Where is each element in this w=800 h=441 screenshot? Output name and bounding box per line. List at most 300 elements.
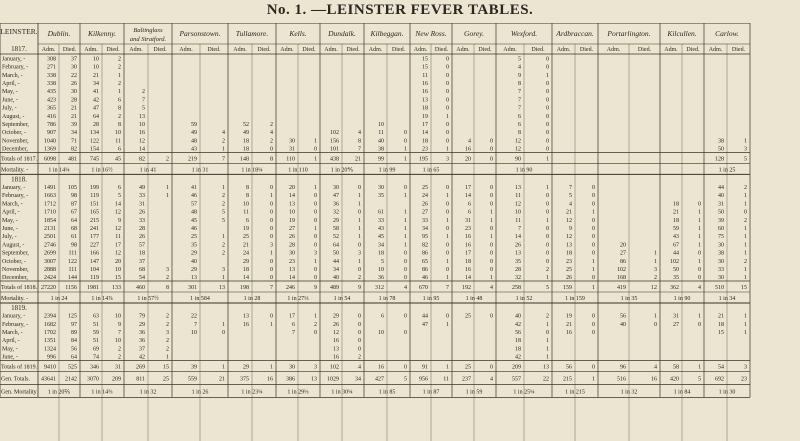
adm-value: 2424	[44, 275, 56, 282]
totals-label: Totals of 1818.	[1, 285, 38, 291]
adm-value: 13	[289, 201, 295, 208]
column-header-wexford: Wexford.	[510, 29, 538, 38]
adm-value: 36	[139, 338, 145, 345]
adm-value: 13	[333, 346, 339, 353]
adm-value: 11	[422, 72, 428, 79]
total-died: 0	[404, 364, 407, 371]
adm-value: 86	[422, 250, 428, 257]
adm-value: 25	[566, 267, 572, 273]
adm-value: 57	[139, 242, 145, 249]
gen-total-died: 4	[490, 376, 493, 383]
died-value: 1	[314, 258, 317, 265]
total-died: 45	[115, 156, 121, 163]
died-value: 0	[490, 193, 493, 200]
adm-value: 41	[191, 185, 197, 191]
died-value: 0	[592, 193, 595, 200]
adm-value: 365	[47, 105, 56, 112]
died-value: 1	[358, 201, 361, 208]
adm-value: 18	[422, 105, 428, 112]
died-value: 3	[166, 267, 169, 273]
adm-value: 4	[468, 138, 471, 145]
died-value: 0	[270, 267, 273, 273]
total-adm: 195	[419, 156, 428, 163]
died-value: 12	[115, 250, 121, 257]
subheader-died: Died.	[391, 47, 406, 53]
died-value: 0	[546, 146, 549, 153]
died-value: 39	[71, 122, 77, 128]
adm-value: 67	[673, 242, 679, 249]
mortality-value: 1 in 95	[422, 296, 440, 302]
adm-value: 56	[515, 330, 521, 336]
died-value: 1	[404, 217, 407, 224]
adm-value: 12	[515, 146, 521, 153]
died-value: 30	[71, 89, 77, 96]
adm-value: 34	[93, 81, 99, 87]
died-value: 1	[118, 89, 121, 96]
total-adm: 246	[286, 285, 295, 291]
adm-value: 46	[191, 226, 197, 232]
died-value: 9	[118, 321, 121, 328]
year-label-1817: 1817.	[11, 45, 27, 53]
died-value: 0	[592, 242, 595, 249]
adm-value: 11	[378, 130, 384, 137]
month-label: June, -	[2, 226, 18, 232]
died-value: 84	[71, 338, 77, 345]
died-value: 0	[358, 313, 361, 320]
adm-value: 12	[515, 138, 521, 145]
adm-value: 18	[243, 267, 249, 273]
died-value: 8	[118, 105, 121, 112]
died-value: 0	[314, 234, 317, 241]
adm-value: 27	[289, 226, 295, 232]
died-value: 0	[546, 250, 549, 257]
died-value: 1	[222, 234, 225, 241]
died-value: 0	[546, 81, 549, 87]
died-value: 0	[592, 201, 595, 208]
adm-value: 25	[422, 185, 428, 191]
died-value: 2	[118, 64, 121, 71]
died-value: 0	[314, 146, 317, 153]
mortality-value: 1 in 18¼	[241, 167, 263, 174]
month-label: May, -	[2, 89, 18, 96]
died-value: 0	[314, 209, 317, 216]
total-adm: 258	[512, 285, 521, 291]
adm-value: 119	[90, 275, 99, 282]
died-value: 1	[546, 321, 549, 328]
died-value: 64	[71, 354, 77, 361]
total-died: 4	[358, 364, 361, 371]
adm-value: 43	[673, 234, 679, 241]
adm-value: 82	[422, 242, 428, 249]
died-value: 0	[698, 321, 701, 328]
subheader-died: Died.	[478, 47, 492, 53]
adm-value: 34	[378, 242, 384, 249]
died-value: 1	[546, 185, 549, 191]
adm-value: 26	[515, 242, 521, 249]
died-value: 1	[698, 313, 701, 320]
adm-value: 29	[191, 250, 197, 257]
total-died: 5	[744, 156, 747, 163]
died-value: 1	[314, 226, 317, 232]
adm-value: 13	[422, 97, 428, 104]
gen-total-adm: 420	[670, 376, 679, 383]
adm-value: 10	[378, 122, 384, 128]
column-header-kilbeggan: Kilbeggan.	[370, 29, 404, 38]
adm-value: 60	[718, 226, 724, 232]
total-adm: 745	[90, 156, 99, 163]
died-value: 0	[546, 138, 549, 145]
gen-total-died: 11	[443, 376, 449, 383]
adm-value: 19	[422, 113, 428, 120]
total-died: 1	[314, 156, 317, 163]
adm-value: 7	[518, 105, 521, 112]
total-died: 4	[698, 285, 701, 291]
adm-value: 50	[673, 267, 679, 273]
mortality-value: 1 in 110	[288, 167, 308, 174]
adm-value: 7	[194, 321, 197, 328]
adm-value: 12	[139, 138, 145, 145]
died-value: 1	[546, 338, 549, 345]
died-value: 1	[490, 234, 493, 241]
died-value: 0	[446, 185, 449, 191]
column-header-portarlington: Portarlington.	[607, 29, 651, 38]
died-value: 12	[115, 226, 121, 232]
died-value: 125	[68, 313, 77, 320]
died-value: 0	[270, 226, 273, 232]
died-value: 22	[71, 72, 77, 79]
month-label: April, -	[2, 81, 20, 87]
adm-value: 40	[333, 275, 339, 282]
died-value: 0	[404, 313, 407, 320]
gen-total-died: 22	[543, 376, 549, 383]
total-adm: 419	[617, 285, 626, 291]
died-value: 0	[654, 321, 657, 328]
gen-total-adm: 237	[462, 376, 471, 383]
adm-value: 38	[378, 146, 384, 153]
subheader-died: Died.	[579, 47, 594, 53]
adm-value: 10	[289, 209, 295, 216]
adm-value: 1663	[44, 193, 56, 200]
mortality-value: 1 in 31	[191, 167, 209, 174]
died-value: 1	[744, 267, 747, 273]
total-died: 15	[163, 364, 169, 371]
adm-value: 147	[90, 258, 99, 265]
adm-value: 12	[515, 201, 521, 208]
mortality-value: 1 in 27⅓	[287, 296, 309, 302]
died-value: 2	[358, 275, 361, 282]
month-label: August, -	[2, 242, 25, 249]
died-value: 6	[118, 146, 121, 153]
died-value: 1	[404, 193, 407, 200]
adm-value: 13	[243, 313, 249, 320]
column-header-parsonstown: Parsonstown.	[179, 29, 221, 38]
died-value: 1	[546, 346, 549, 353]
adm-value: 49	[139, 185, 145, 191]
adm-value: 48	[191, 209, 197, 216]
total-adm: 128	[715, 156, 724, 163]
total-adm: 6098	[44, 156, 56, 163]
gen-totals-label: Gen. Totals.	[1, 376, 30, 383]
subheader-died: Died.	[106, 47, 120, 53]
died-value: 2	[222, 201, 225, 208]
mortality-label: Mortality. -	[1, 167, 29, 174]
died-value: 0	[490, 138, 493, 145]
died-value: 0	[592, 330, 595, 336]
table-number: No. 1.	[266, 2, 307, 18]
month-label: October, -	[2, 258, 27, 265]
subheader-died: Died.	[346, 47, 360, 53]
died-value: 0	[490, 258, 493, 265]
died-value: 0	[358, 338, 361, 345]
adm-value: 11	[243, 209, 249, 216]
died-value: 0	[270, 313, 273, 320]
adm-value: 6	[381, 313, 384, 320]
died-value: 0	[404, 130, 407, 137]
adm-value: 16	[333, 338, 339, 345]
month-label: July, -	[2, 105, 17, 112]
died-value: 0	[446, 267, 449, 273]
died-value: 1	[446, 234, 449, 241]
total-died: 15	[741, 285, 747, 291]
adm-value: 31	[465, 217, 471, 224]
column-header-carlow: Carlow.	[715, 29, 739, 38]
adm-value: 46	[191, 193, 197, 200]
died-value: 111	[68, 250, 77, 257]
adm-value: 907	[47, 130, 56, 137]
adm-value: 33	[139, 193, 145, 200]
adm-value: 33	[378, 217, 384, 224]
adm-value: 21	[718, 313, 724, 320]
subheader-died: Died.	[731, 47, 746, 53]
adm-value: 10	[93, 56, 99, 63]
adm-value: 46	[422, 275, 428, 282]
died-value: 0	[314, 267, 317, 273]
adm-value: 8	[246, 185, 249, 191]
died-value: 1	[744, 193, 747, 200]
total-adm: 312	[375, 285, 384, 291]
died-value: 1	[744, 138, 747, 145]
adm-value: 25	[465, 313, 471, 320]
died-value: 0	[446, 56, 449, 63]
gen-mortality-value: 1 in 32	[139, 389, 157, 396]
subheader-adm: Adm.	[129, 47, 143, 53]
adm-value: 18	[515, 338, 521, 345]
mortality-value: 1 in 90	[673, 296, 691, 302]
adm-value: 165	[90, 209, 99, 216]
died-value: 1	[358, 226, 361, 232]
adm-value: 44	[422, 313, 428, 320]
fever-table	[0, 23, 800, 441]
total-died: 0	[490, 156, 493, 163]
adm-value: 26	[289, 234, 295, 241]
subheader-adm: Adm.	[708, 47, 723, 53]
died-value: 0	[358, 209, 361, 216]
total-adm: 56	[566, 364, 572, 371]
died-value: 0	[592, 321, 595, 328]
adm-value: 33	[718, 267, 724, 273]
adm-value: 19	[566, 313, 572, 320]
gen-total-died: 34	[355, 376, 361, 383]
gen-total-adm: 692	[715, 376, 724, 383]
died-value: 0	[270, 185, 273, 191]
mortality-label: Mortality. -	[1, 296, 29, 302]
died-value: 0	[546, 209, 549, 216]
adm-value: 2131	[44, 226, 56, 232]
total-adm: 489	[330, 285, 339, 291]
adm-value: 26	[139, 209, 145, 216]
died-value: 1	[654, 313, 657, 320]
died-value: 1	[222, 185, 225, 191]
adm-value: 26	[422, 201, 428, 208]
died-value: 0	[546, 122, 549, 128]
adm-value: 47	[93, 105, 99, 112]
died-value: 1	[222, 275, 225, 282]
died-value: 122	[68, 258, 77, 265]
month-label: July, -	[2, 234, 17, 241]
adm-value: 8	[518, 81, 521, 87]
adm-value: 28	[139, 226, 145, 232]
month-label: May, -	[2, 346, 18, 353]
adm-value: 29	[333, 217, 339, 224]
adm-value: 1491	[44, 185, 56, 191]
adm-value: 37	[139, 346, 145, 353]
died-value: 10	[115, 267, 121, 273]
died-value: 0	[546, 97, 549, 104]
died-value: 1	[546, 354, 549, 361]
died-value: 1	[446, 113, 449, 120]
adm-value: 423	[47, 97, 56, 104]
died-value: 3	[358, 250, 361, 257]
adm-value: 30	[289, 138, 295, 145]
adm-value: 68	[139, 267, 145, 273]
total-died: 21	[355, 156, 361, 163]
total-died: 1156	[65, 285, 77, 291]
died-value: 2	[166, 321, 169, 328]
total-adm: 148	[240, 156, 249, 163]
total-adm: 438	[330, 156, 339, 163]
died-value: 1	[358, 217, 361, 224]
adm-value: 199	[90, 185, 99, 191]
adm-value: 16	[465, 146, 471, 153]
died-value: 0	[314, 275, 317, 282]
mortality-value: 1 in 41	[139, 167, 157, 174]
subheader-adm: Adm.	[280, 47, 294, 53]
adm-value: 23	[566, 258, 572, 265]
died-value: 111	[68, 267, 77, 273]
month-label: March, -	[2, 72, 23, 79]
adm-value: 49	[243, 130, 249, 137]
died-value: 0	[490, 201, 493, 208]
died-value: 1	[592, 258, 595, 265]
died-value: 82	[71, 146, 77, 153]
adm-value: 17	[289, 313, 295, 320]
adm-value: 24	[422, 193, 428, 200]
adm-value: 6	[292, 321, 295, 328]
adm-value: 45	[191, 217, 197, 224]
adm-value: 4	[569, 201, 572, 208]
adm-value: 122	[90, 138, 99, 145]
died-value: 1	[446, 321, 449, 328]
died-value: 0	[404, 258, 407, 265]
gen-total-adm: 811	[136, 376, 145, 383]
column-header-new_ross: New Ross.	[415, 29, 447, 38]
adm-value: 14	[139, 146, 145, 153]
adm-value: 69	[93, 346, 99, 353]
adm-value: 61	[378, 209, 384, 216]
died-value: 2	[222, 138, 225, 145]
died-value: 2	[546, 267, 549, 273]
adm-value: 6	[468, 201, 471, 208]
adm-value: 38	[718, 250, 724, 257]
died-value: 21	[71, 105, 77, 112]
adm-value: 10	[139, 122, 145, 128]
gen-mortality-value: 1 in 84	[673, 389, 691, 396]
adm-value: 18	[243, 138, 249, 145]
total-died: 4	[404, 285, 407, 291]
adm-value: 10	[378, 267, 384, 273]
died-value: 1	[698, 234, 701, 241]
died-value: 0	[546, 56, 549, 63]
year-label: 1818.	[11, 175, 27, 184]
month-label: May, -	[2, 217, 18, 224]
gen-mortality-value: 1 in 85	[378, 389, 396, 396]
died-value: 0	[446, 89, 449, 96]
died-value: 10	[115, 130, 121, 137]
died-value: 2	[118, 354, 121, 361]
total-adm: 27220	[41, 285, 56, 291]
total-died: 8	[270, 156, 273, 163]
adm-value: 40	[515, 313, 521, 320]
adm-value: 43	[378, 226, 384, 232]
adm-value: 86	[422, 267, 428, 273]
column-header-kilkenny: Kilkenny.	[87, 29, 117, 38]
gen-mortality-label: Gen. Mortality	[1, 389, 37, 396]
died-value: 87	[71, 201, 77, 208]
adm-value: 13	[515, 250, 521, 257]
died-value: 0	[446, 242, 449, 249]
month-label: September,	[2, 122, 29, 128]
subheader-died: Died.	[257, 47, 271, 53]
died-value: 15	[115, 275, 121, 282]
adm-value: 63	[93, 313, 99, 320]
total-adm: 102	[330, 364, 339, 371]
month-label: February, -	[2, 193, 29, 200]
adm-value: 7	[292, 330, 295, 336]
adm-value: 7	[142, 97, 145, 104]
total-died: 1	[698, 364, 701, 371]
adm-value: 168	[617, 275, 626, 282]
column-header-kilcullen: Kilcullen.	[667, 29, 697, 38]
total-died: 1	[592, 285, 595, 291]
adm-value: 26	[566, 275, 572, 282]
died-value: 11	[115, 138, 121, 145]
subheader-adm: Adm.	[413, 47, 428, 53]
month-label: March, -	[2, 201, 23, 208]
mortality-value: 1 in 54	[333, 296, 351, 302]
column-header-dublin: Dublin.	[47, 29, 71, 38]
died-value: 37	[71, 56, 77, 63]
died-value: 0	[270, 234, 273, 241]
adm-value: 35	[673, 275, 679, 282]
died-value: 0	[592, 226, 595, 232]
died-value: 2	[358, 354, 361, 361]
died-value: 0	[404, 185, 407, 191]
adm-value: 47	[333, 193, 339, 200]
died-value: 1	[314, 138, 317, 145]
adm-value: 34	[422, 226, 428, 232]
mortality-value: 1 in 35	[620, 296, 638, 302]
adm-value: 13	[289, 267, 295, 273]
